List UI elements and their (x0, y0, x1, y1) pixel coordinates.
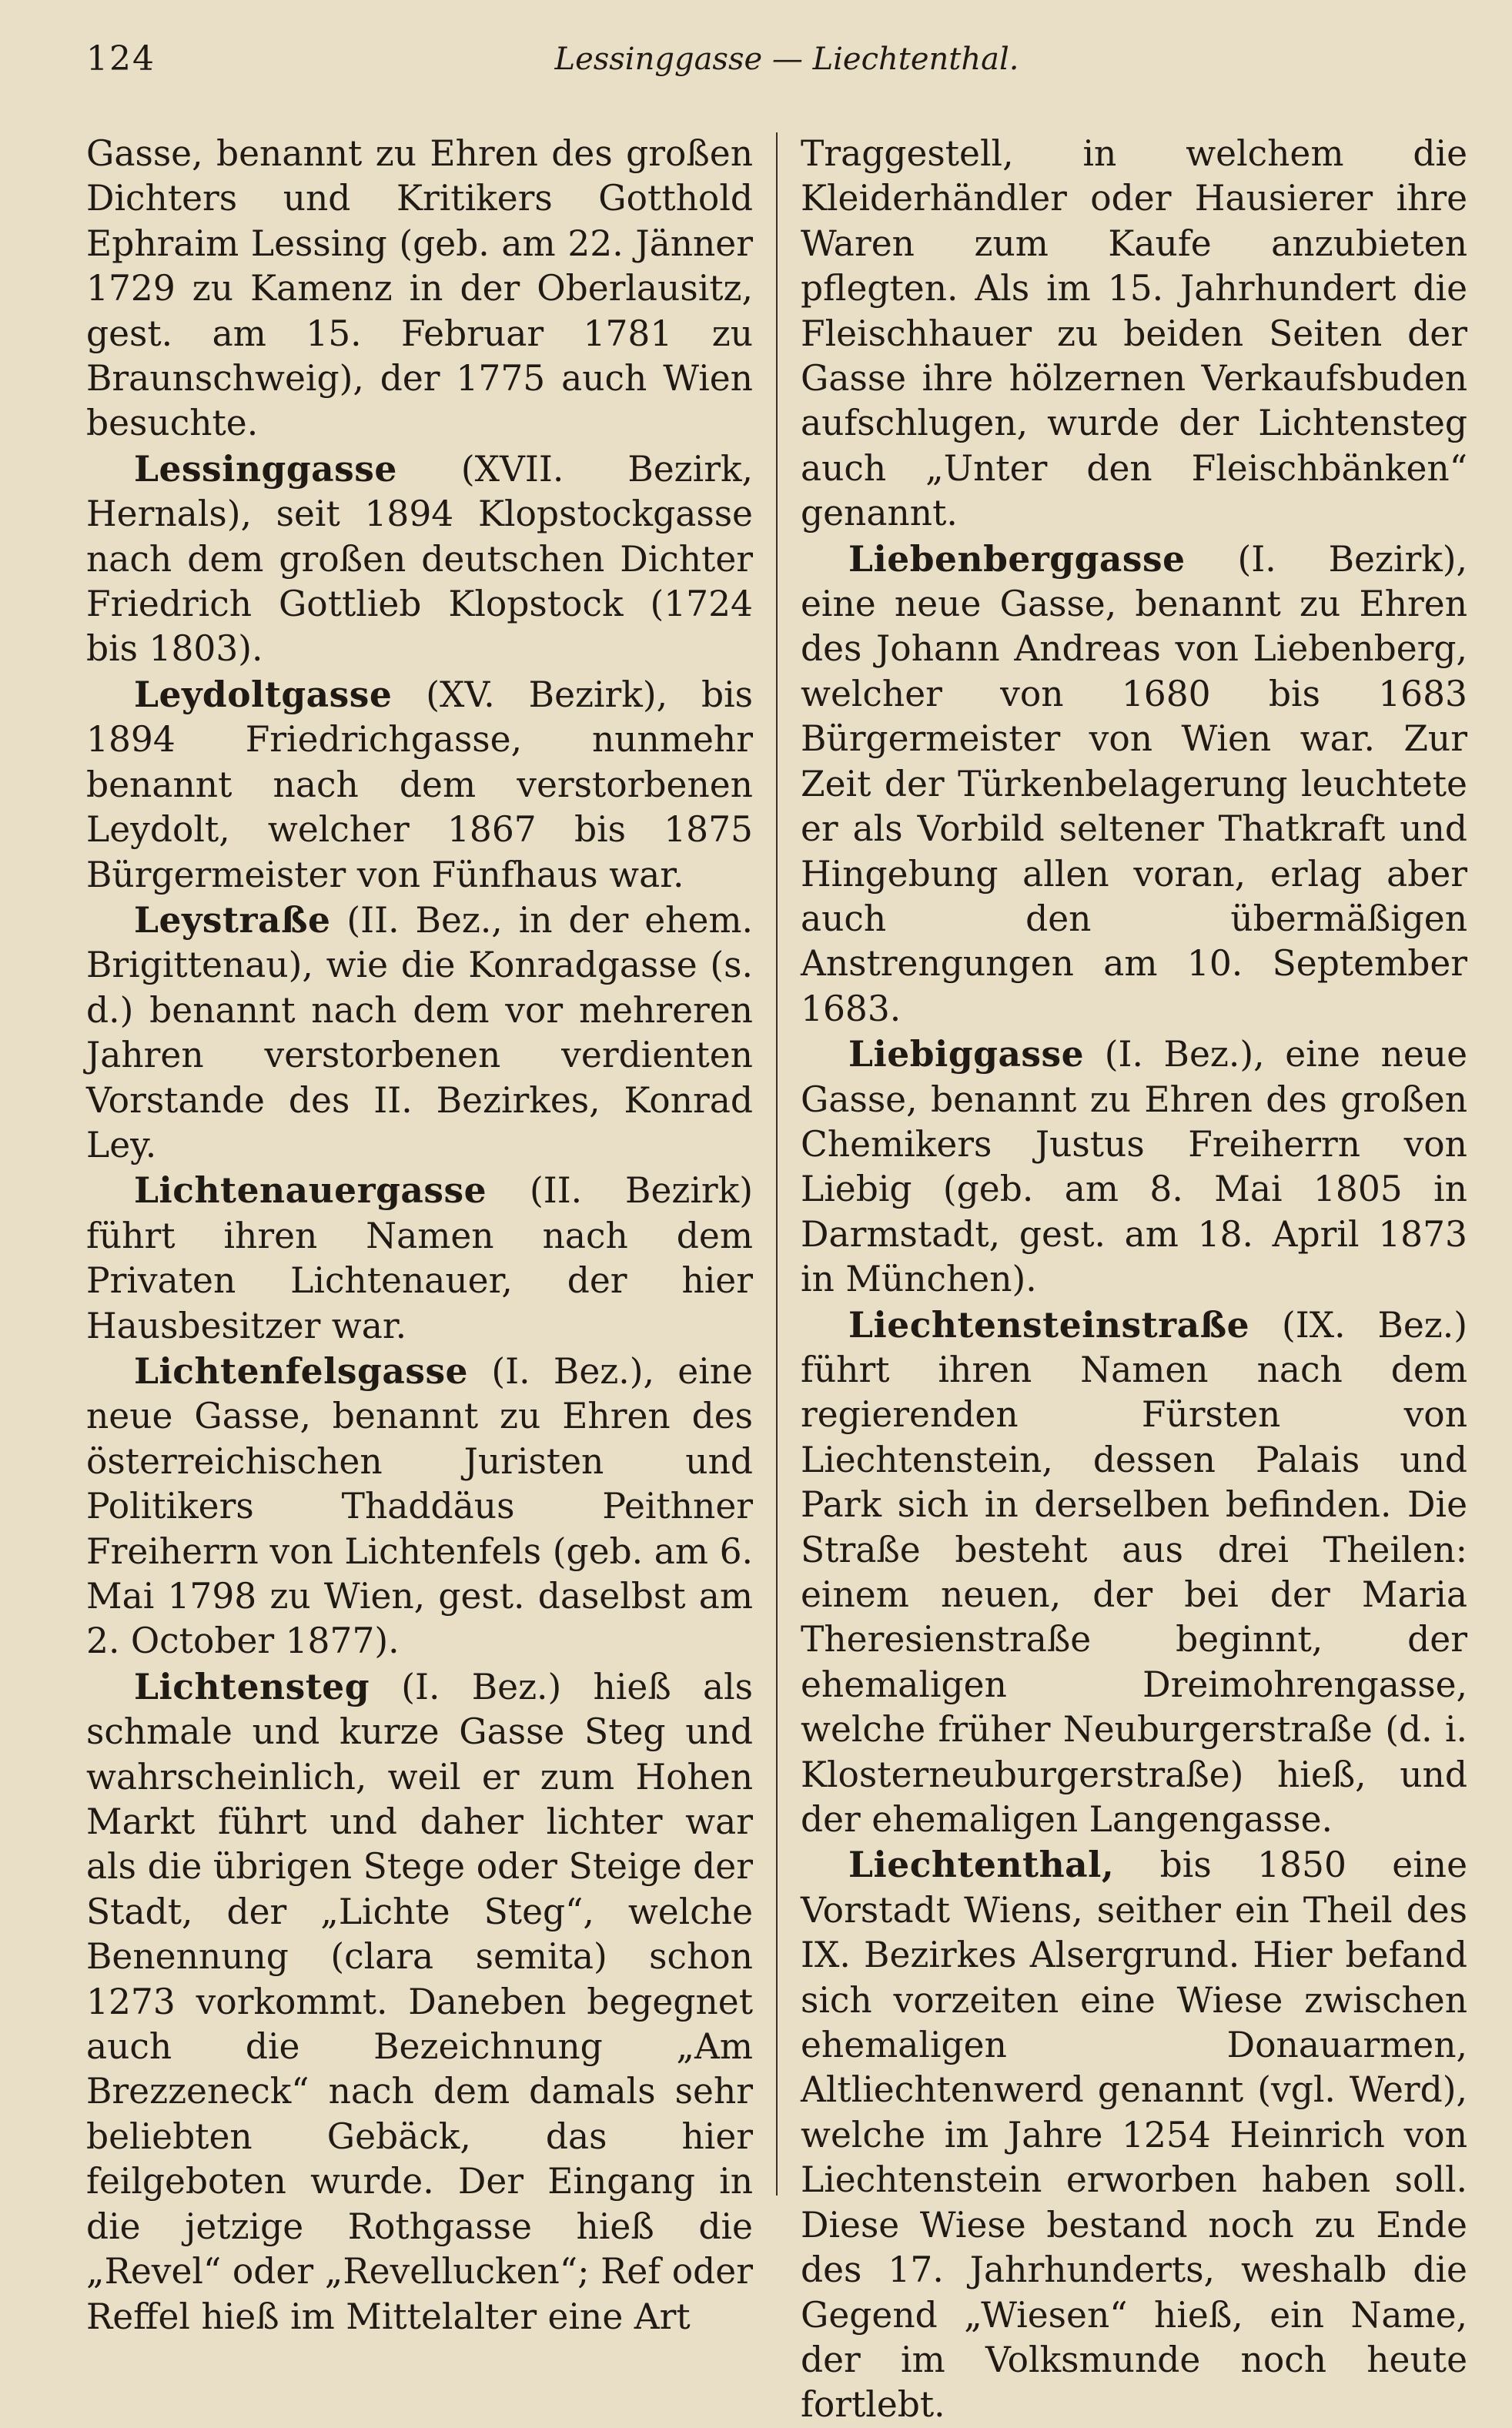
entry (801, 1303, 1467, 1843)
entry (801, 1032, 1467, 1302)
right-column (801, 131, 1467, 2426)
column-divider (776, 132, 778, 2196)
entry-text: (II. Bez., in der ehem. Brigittenau), wie die Konradgasse (s. d.) benannt nach dem vor mehreren Jahren verstorbenen verdienten Vorstande des II. Bezirkes, Konrad Ley. (86, 899, 753, 1166)
page-number: 124 (86, 39, 156, 79)
entry-text: Traggestell, in welchem die Kleiderhändler oder Hausierer ihre Waren zum Kaufe anzubieten pflegten. Als im 15. Jahrhundert die Fleischhauer zu beiden Seiten der Gasse ihre hölzernen Verkaufsbuden aufschlugen, wurde der Lichtensteg auch „Unter den Fleischbänken“ genannt. (801, 133, 1467, 534)
entry-headword: Liebiggasse (848, 1033, 1085, 1075)
entry-text: Gasse, benannt zu Ehren des großen Dichters und Kritikers Gotthold Ephraim Lessing (geb. am 22. Jänner 1729 zu Kamenz in der Oberlausitz, gest. am 15. Februar 1781 zu Braunschweig), der 1775 auch Wien besuchte. (86, 133, 753, 444)
entry-text: (XVII. Bezirk, Hernals), seit 1894 Klopstockgasse nach dem großen deutschen Dichter Friedrich Gottlieb Klopstock (1724 bis 1803). (86, 448, 753, 670)
entry (801, 537, 1467, 1032)
entry (86, 672, 753, 898)
entry-text: (I. Bezirk), eine neue Gasse, benannt zu Ehren des Johann Andreas von Liebenberg, welcher von 1680 bis 1683 Bürgermeister von Wien war. Zur Zeit der Türkenbelagerung leuchtete er als Vorbild seltener Thatkraft und Hingebung allen voran, erlag aber auch den übermäßigen Anstrengungen am 10. September 1683. (801, 538, 1467, 1029)
entry-headword: Lessinggasse (134, 447, 397, 490)
left-column (86, 131, 753, 2337)
entry-headword: Liebenberggasse (848, 537, 1186, 580)
entry (86, 1168, 753, 1349)
entry-headword: Liechtensteinstraße (848, 1303, 1250, 1346)
entry-headword: Lichtenauergasse (134, 1169, 487, 1212)
entry-headword: Lichtenfelsgasse (134, 1349, 469, 1392)
entry (801, 131, 1467, 537)
entry-text: (I. Bez.), eine neue Gasse, benannt zu Ehren des großen Chemikers Justus Freiherrn von Liebig (geb. am 8. Mai 1805 in Darmstadt, gest. am 18. April 1873 in München). (801, 1034, 1467, 1300)
entry-headword: Lichtensteg (134, 1665, 370, 1707)
entry-text: (XV. Bezirk), bis 1894 Friedrichgasse, nunmehr benannt nach dem verstorbenen Leydolt, welcher 1867 bis 1875 Bürgermeister von Fünfhaus war. (86, 674, 753, 895)
entry (801, 1842, 1467, 2427)
entry-headword: Liechtenthal, (848, 1844, 1115, 1886)
entry-text: (IX. Bez.) führt ihren Namen nach dem regierenden Fürsten von Liechtenstein, dessen Palais und Park sich in derselben befinden. Die Straße besteht aus drei Theilen: einem neuen, der bei der Maria Theresienstraße beginnt, der ehemaligen Dreimohrengasse, welche früher Neuburgerstraße (d. i. Klosterneuburgerstraße) hieß, und der ehemaligen Langengasse. (801, 1304, 1467, 1841)
entry-text: (II. Bezirk) führt ihren Namen nach dem Privaten Lichtenauer, der hier Hausbesitzer war. (86, 1170, 753, 1346)
entry (86, 898, 753, 1168)
running-title: Lessinggasse — Liechtenthal. (554, 42, 1019, 77)
entry (86, 446, 753, 672)
page-header (86, 32, 1426, 86)
entry (86, 131, 753, 446)
entry (86, 1664, 753, 2339)
entry-text: (I. Bez.), eine neue Gasse, benannt zu Ehren des österreichischen Juristen und Politikers Thaddäus Peithner Freiherrn von Lichtenfels (geb. am 6. Mai 1798 zu Wien, gest. daselbst am 2. October 1877). (86, 1350, 753, 1662)
entry-text: bis 1850 eine Vorstadt Wiens, seither ein Theil des IX. Bezirkes Alsergrund. Hier befand sich vorzeiten eine Wiese zwischen ehemaligen Donauarmen, Altliechtenwerd genannt (vgl. Werd), welche im Jahre 1254 Heinrich von Liechtenstein erworben haben soll. Diese Wiese bestand noch zu Ende des 17. Jahrhunderts, weshalb die Gegend „Wiesen“ hieß, ein Name, der im Volksmunde noch heute fortlebt. (801, 1844, 1467, 2426)
entry-headword: Leydoltgasse (134, 673, 393, 715)
entry-text: (I. Bez.) hieß als schmale und kurze Gasse Steg und wahrscheinlich, weil er zum Hohen Markt führt und daher lichter war als die übrigen Stege oder Steige der Stadt, der „Lichte Steg“, welche Benennung (clara semita) schon 1273 vorkommt. Daneben begegnet auch die Bezeichnung „Am Brezzeneck“ nach dem damals sehr beliebten Gebäck, das hier feilgeboten wurde. Der Eingang in die jetzige Rothgasse hieß die „Revel“ oder „Revellucken“; Ref oder Reffel hieß im Mittelalter eine Art (86, 1666, 753, 2337)
entry-headword: Leystraße (134, 898, 331, 941)
entry (86, 1349, 753, 1664)
